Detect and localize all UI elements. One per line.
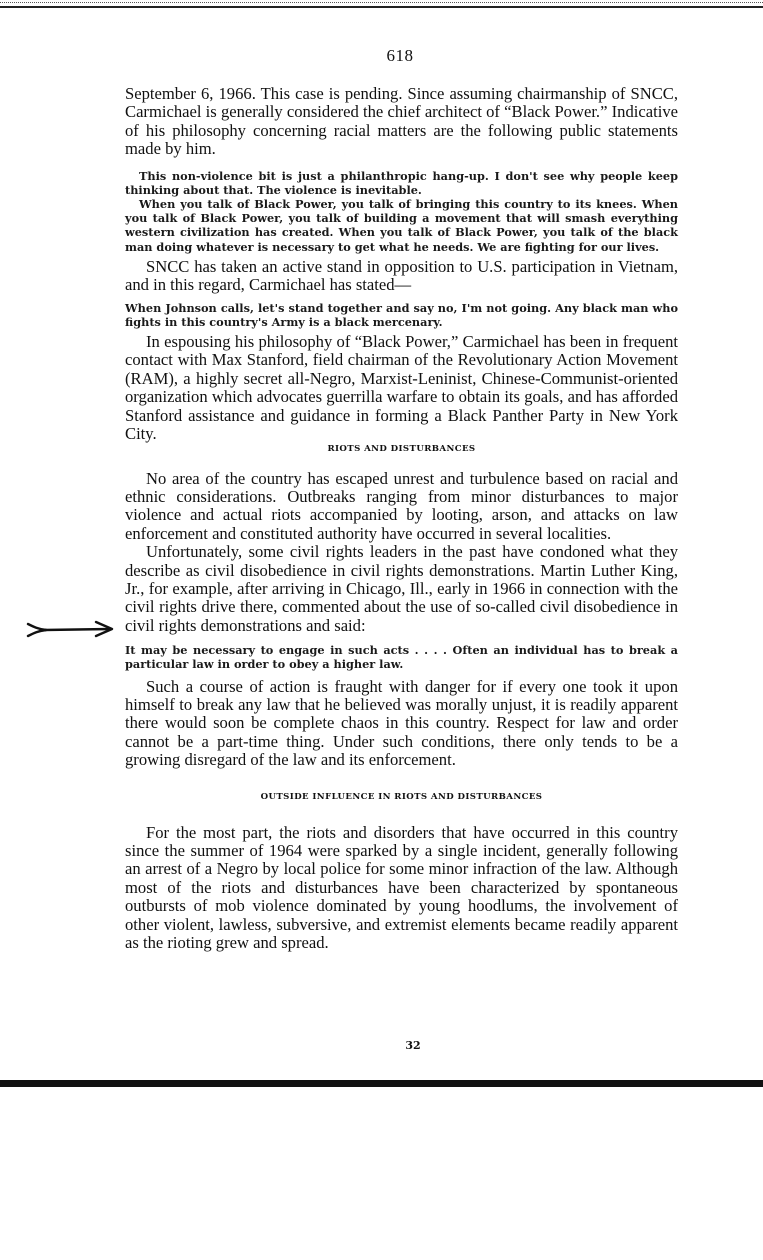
quote-black-power: When you talk of Black Power, you talk of bringing this country to its knees. When you talk of Black Power, you talk of building a movement that will smash everything western civilization has created. When you talk of Black Power, you talk of the black man doing whatever is necessary to get what he needs. We are fighting for our lives. xyxy=(125,197,678,254)
paragraph-civil-disobedience: Unfortunately, some civil rights leaders in the past have condoned what they describe as civil disobedience in civil rights demonstrations. Martin Luther King, Jr., for example, after arriving in Chicago, Ill., early in 1966 in connection with the civil rights drive there, commented about the use of so-called civil disobedience in civil rights demonstrations and said: xyxy=(125,542,678,635)
folio-number: 32 xyxy=(405,1039,421,1052)
quote-johnson-calls: When Johnson calls, let's stand together and say no, I'm not going. Any black man who fights in this country's Army is a black mercenary. xyxy=(125,300,678,329)
paragraph-chaos: Such a course of action is fraught with danger for if every one took it upon himself to break any law that he believed was morally unjust, it is readily apparent there would soon be complete chaos in this country. Respect for law and order cannot be a part-time thing. Under such conditions, there only tends to be a growing disregard of the law and its enforcement. xyxy=(125,676,678,770)
top-rule xyxy=(0,6,763,8)
paragraph-stanford-ram: In espousing his philosophy of “Black Power,” Carmichael has been in frequent contact with Max Stanford, field chairman of the Revolutionary Action Movement (RAM), a highly secret all-Negro, Marxist-Leninist, Chinese-Communist-oriented organization which advocates guerrilla warfare to obtain its goals, and has afforded Stanford assistance and guidance in forming a Black Panther Party in New York City. xyxy=(125,332,678,444)
hand-drawn-arrow-icon xyxy=(24,618,116,640)
quote-higher-law: It may be necessary to engage in such acts . . . . Often an individual has to break a particular law in order to obey a higher law. xyxy=(125,643,678,672)
section-heading-riots: RIOTS AND DISTURBANCES xyxy=(327,443,476,454)
paragraph-carmichael-intro: September 6, 1966. This case is pending. Since assuming chairmanship of SNCC, Carmichael is generally considered the chief architect of “Black Power.” Indicative of his philosophy concerning racial matters are the following public statements made by him. xyxy=(125,84,678,159)
page-number: 618 xyxy=(386,46,414,65)
section-heading-outside-influence: OUTSIDE INFLUENCE IN RIOTS AND DISTURBANCES xyxy=(260,791,543,802)
paragraph-sncc-vietnam: SNCC has taken an active stand in opposition to U.S. participation in Vietnam, and in this regard, Carmichael has stated— xyxy=(125,256,678,295)
page-body xyxy=(125,85,678,952)
quote-non-violence: This non-violence bit is just a philanthropic hang-up. I don't see why people keep thinking about that. The violence is inevitable. xyxy=(125,168,678,197)
paragraph-unrest: No area of the country has escaped unrest and turbulence based on racial and ethnic considerations. Outbreaks ranging from minor disturbances to major violence and actual riots accompanied by looting, arson, and attacks on law enforcement and constituted authority have occurred in several localities. xyxy=(125,468,678,543)
top-dotted-border xyxy=(0,2,763,5)
paragraph-riots-1964: For the most part, the riots and disorders that have occurred in this country since the summer of 1964 were sparked by a single incident, generally following an arrest of a Negro by local police for some minor infraction of the law. Although most of the riots and disturbances have been characterized by spontaneous outbursts of mob violence dominated by young hoodlums, the involvement of other violent, lawless, subversive, and extremist elements became readily apparent as the rioting grew and spread. xyxy=(125,822,678,953)
bottom-rule xyxy=(0,1080,763,1087)
